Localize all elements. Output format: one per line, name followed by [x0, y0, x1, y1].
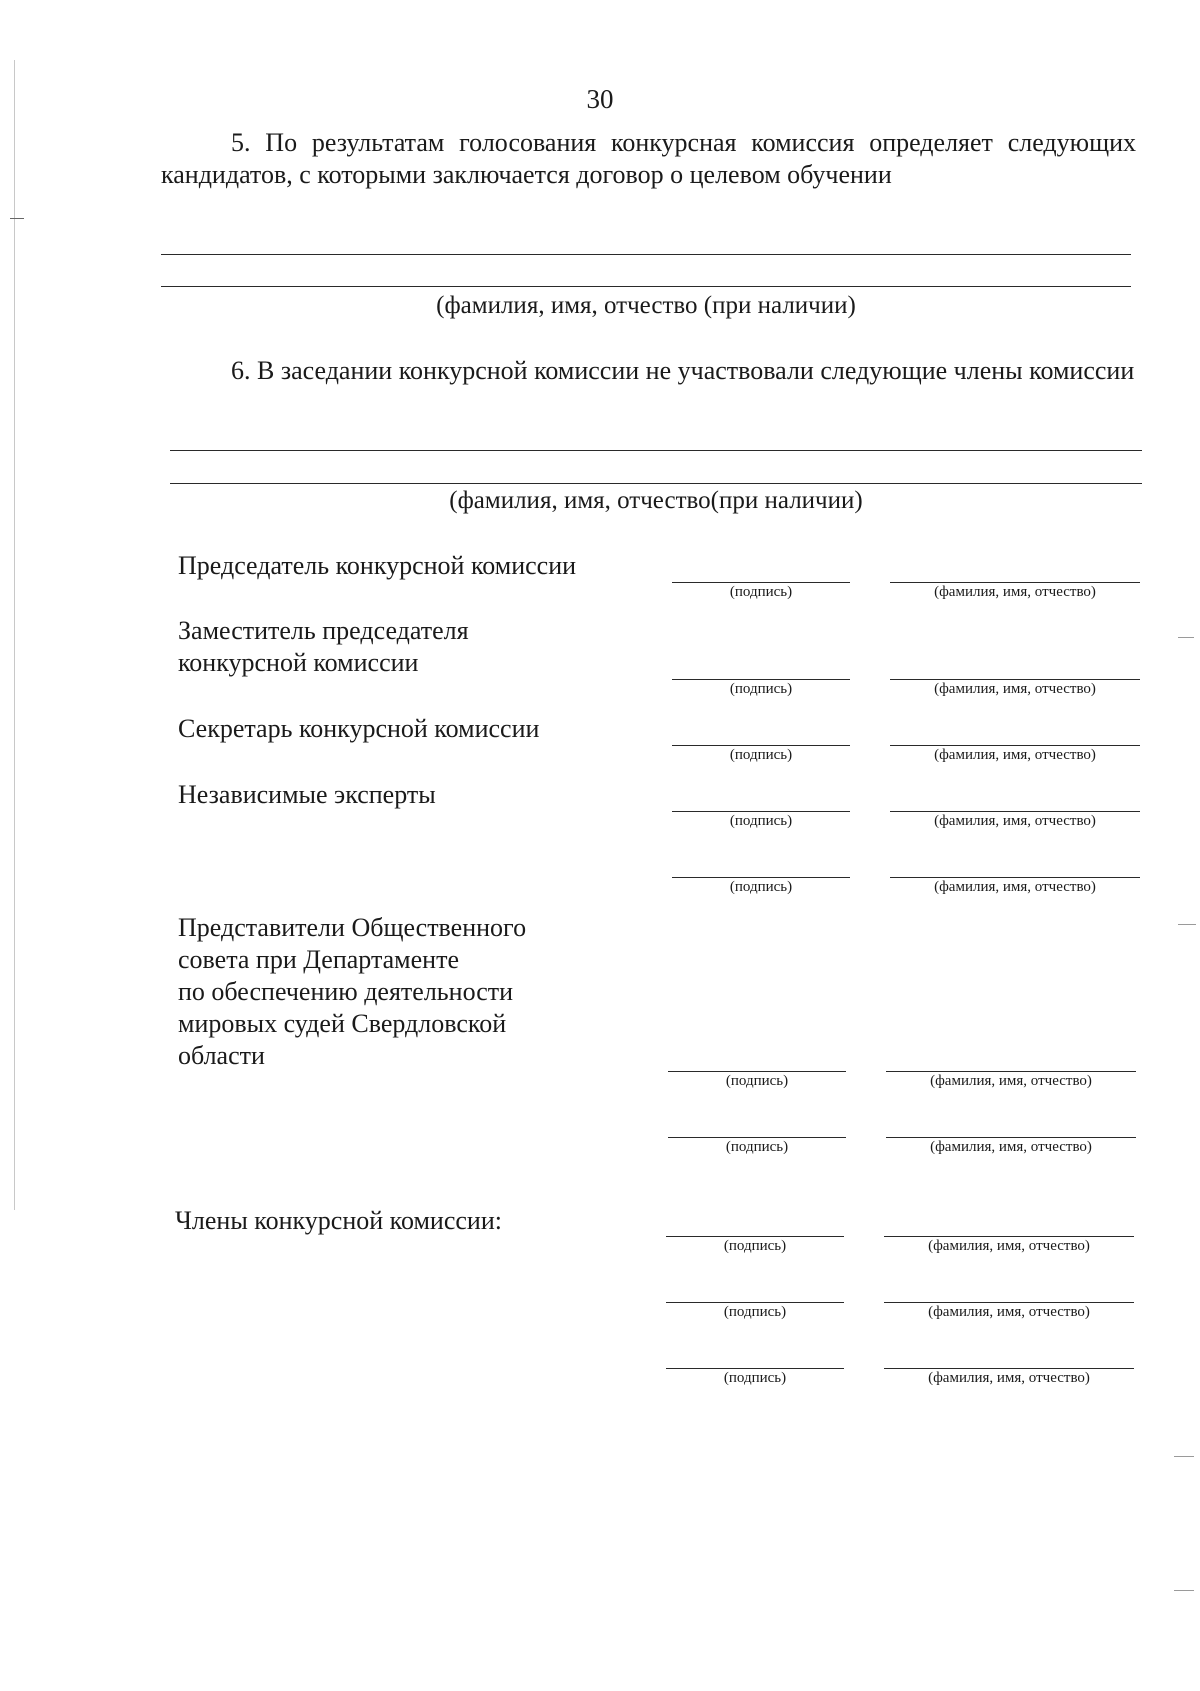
name-caption: (фамилия, имя, отчество)	[928, 1370, 1090, 1386]
name-caption: (фамилия, имя, отчество)	[934, 681, 1096, 697]
signature-caption: (подпись)	[725, 1139, 789, 1155]
signature-caption: (подпись)	[729, 747, 793, 763]
section-6-caption: (фамилия, имя, отчество(при наличии)	[449, 487, 863, 514]
role-public-council-line4: мировых судей Свердловской	[178, 1009, 507, 1038]
fill-line-6b	[170, 483, 1142, 484]
signature-caption: (подпись)	[725, 1073, 789, 1089]
signature-line	[672, 877, 850, 878]
signature-caption: (подпись)	[723, 1238, 787, 1254]
signature-line	[666, 1236, 844, 1237]
name-caption: (фамилия, имя, отчество)	[934, 879, 1096, 895]
name-line	[890, 745, 1140, 746]
name-caption: (фамилия, имя, отчество)	[934, 747, 1096, 763]
signature-line	[672, 811, 850, 812]
name-line	[884, 1368, 1134, 1369]
section-6-text: 6. В заседании конкурсной комиссии не участвовали следующие члены комиссии	[231, 356, 1135, 385]
name-caption: (фамилия, имя, отчество)	[928, 1304, 1090, 1320]
signature-line	[672, 582, 850, 583]
scan-edge-mark	[14, 60, 15, 1210]
role-public-council-line2: совета при Департаменте	[178, 945, 459, 974]
name-line	[890, 582, 1140, 583]
name-line	[890, 811, 1140, 812]
signature-line	[668, 1137, 846, 1138]
signature-line	[668, 1071, 846, 1072]
scan-edge-mark	[1174, 1590, 1194, 1591]
role-chairman: Председатель конкурсной комиссии	[178, 551, 577, 580]
name-caption: (фамилия, имя, отчество)	[930, 1139, 1092, 1155]
signature-caption: (подпись)	[729, 813, 793, 829]
role-members: Члены конкурсной комиссии:	[175, 1206, 502, 1235]
section-5-text: 5. По результатам голосования конкурсная комиссия определяет следующих кандидатов, с которыми заключается договор о целевом обучении	[161, 128, 1136, 189]
signature-line	[666, 1368, 844, 1369]
role-experts: Независимые эксперты	[178, 780, 436, 809]
fill-line-6a	[170, 450, 1142, 451]
role-public-council-line5: области	[178, 1041, 265, 1070]
signature-caption: (подпись)	[729, 681, 793, 697]
name-line	[886, 1137, 1136, 1138]
name-line	[884, 1302, 1134, 1303]
fill-line-5a	[161, 254, 1131, 255]
signature-line	[672, 679, 850, 680]
role-public-council-line1: Представители Общественного	[178, 913, 527, 942]
name-caption: (фамилия, имя, отчество)	[930, 1073, 1092, 1089]
signature-caption: (подпись)	[729, 879, 793, 895]
signature-line	[666, 1302, 844, 1303]
scan-edge-mark	[1178, 637, 1194, 638]
signature-caption: (подпись)	[729, 584, 793, 600]
role-deputy-line1: Заместитель председателя	[178, 616, 469, 645]
signature-caption: (подпись)	[723, 1304, 787, 1320]
signature-line	[672, 745, 850, 746]
signature-caption: (подпись)	[723, 1370, 787, 1386]
role-secretary: Секретарь конкурсной комиссии	[178, 714, 540, 743]
name-caption: (фамилия, имя, отчество)	[934, 813, 1096, 829]
name-caption: (фамилия, имя, отчество)	[934, 584, 1096, 600]
section-5-caption: (фамилия, имя, отчество (при наличии)	[436, 292, 856, 319]
name-line	[890, 679, 1140, 680]
page-number: 30	[586, 84, 614, 114]
name-line	[884, 1236, 1134, 1237]
scan-edge-mark	[1174, 1456, 1194, 1457]
role-deputy-line2: конкурсной комиссии	[178, 648, 419, 677]
name-caption: (фамилия, имя, отчество)	[928, 1238, 1090, 1254]
role-public-council-line3: по обеспечению деятельности	[178, 977, 514, 1006]
fill-line-5b	[161, 286, 1131, 287]
scan-edge-mark	[1178, 924, 1196, 925]
name-line	[890, 877, 1140, 878]
name-line	[886, 1071, 1136, 1072]
scan-edge-mark	[10, 218, 24, 219]
